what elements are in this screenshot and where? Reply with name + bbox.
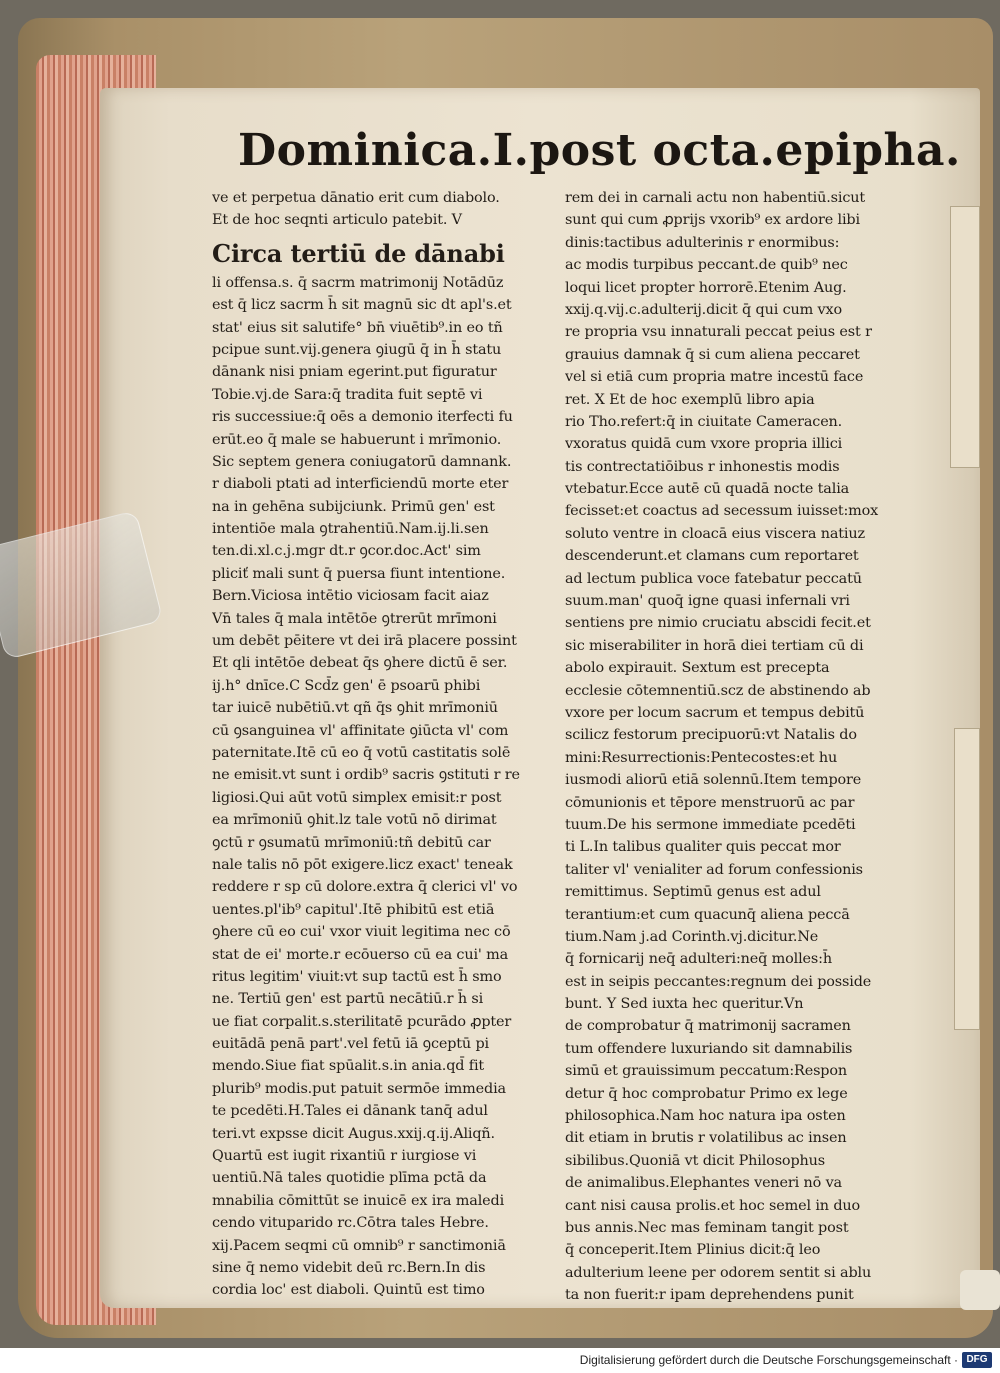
text-line: sunt qui cum ꝓprijs vxorib⁹ ex ardore libi (565, 212, 860, 229)
text-line: ꝯhere cū eo cui' vxor viuit legitima nec cō (212, 924, 511, 941)
text-line: xxij.q.vij.c.adulterij.dicit q̄ qui cum vxo (565, 301, 842, 318)
text-line: detur q̄ hoc comprobatur Primo ex lege (565, 1085, 848, 1102)
text-line: tium.Nam j.ad Corinth.vj.dicitur.Ne (565, 928, 819, 945)
text-line: paternitate.Itē cū eo q̄ votū castitatis solē (212, 744, 511, 761)
text-line: bunt. Y Sed iuxta hec queritur.Vn (565, 996, 804, 1013)
text-line: ad lectum publica voce fatebatur peccatū (565, 570, 862, 587)
text-line: suum.man' quoq̄ igne quasi infernali vri (565, 593, 850, 610)
text-line: fecisset:et coactus ad secessum iuisset:mox (565, 503, 879, 520)
text-line: pliciť mali sunt q̄ puersa fiunt intentione. (212, 565, 506, 582)
text-line: ve et perpetua dānatio erit cum diabolo. (212, 190, 500, 206)
text-line: ij.h° dnīce.C Scd̄z gen' ē psoarū phibi (212, 677, 481, 694)
text-line: Sic septem genera coniugatorū damnank. (212, 453, 512, 470)
text-line: est q̄ licz sacrm h̄ sit magnū sic dt apl's.et (212, 297, 512, 314)
text-line: ea mrīmoniū ꝯhit.lz tale votū nō dirimat (212, 812, 497, 829)
text-line: sic miserabiliter in horā diei tertiam cū di (565, 637, 864, 654)
text-line: cū ꝯsanguinea vl' affinitate ꝯiūcta vl' com (212, 722, 509, 739)
text-line: vtebatur.Ecce autē cū quadā nocte talia (565, 481, 850, 498)
dfg-logo: DFG (962, 1352, 992, 1368)
right-text-column (565, 187, 885, 1307)
text-line: euitādā penā part'.vel fetū iā ꝯceptū pi (212, 1036, 489, 1053)
text-line: erūt.eo q̄ male se habuerunt i mrīmonio. (212, 431, 502, 448)
text-line: ta non fuerit:r ipam deprehendens punit (565, 1287, 854, 1304)
page-tab (954, 728, 980, 1030)
text-line: mnabilia cōmittūt se inuicē ex ira maledi (212, 1192, 505, 1209)
text-line: re propria vsu innaturali peccat peius est r (565, 324, 872, 341)
text-line: pcipue sunt.vij.genera ꝯiugū q̄ in h̄ statu (212, 341, 502, 358)
text-line: vxore per locum sacrum et tempus debitū (565, 704, 865, 721)
text-line: Quartū est iugit rixantiū r iurgiose vi (212, 1148, 477, 1165)
text-line: stat' eius sit salutife° bn̄ viuētib⁹.in eo tñ (212, 319, 503, 336)
text-line: ne emisit.vt sunt i ordib⁹ sacris ꝯstituti r re (212, 767, 520, 784)
text-line: tar iuicē nubētiū.vt qñ q̄s ꝯhit mrīmoniū (212, 700, 498, 717)
text-line: terantium:et cum quacunq̄ aliena peccā (565, 906, 850, 923)
left-text-column (212, 187, 550, 1302)
text-line: teri.vt expsse dicit Augus.xxij.q.ij.Aliqñ. (212, 1125, 495, 1142)
text-line: stat de ei' morte.r ecōuerso cū ea cui' ma (212, 946, 509, 963)
text-line: Et qli intētōe debeat q̄s ꝯhere dictū ē ser. (212, 655, 508, 672)
text-line: tum offendere luxuriando sit damnabilis (565, 1040, 853, 1057)
text-line: Circa tertiū de dānabi (212, 238, 505, 268)
text-line: mendo.Siue fiat spūalit.s.in ania.qd̄ fit (212, 1058, 485, 1075)
text-line: rio Tho.refert:q̄ in ciuitate Cameracen. (565, 413, 843, 430)
text-line: rem dei in carnali actu non habentiū.sicut (565, 190, 866, 206)
text-line: iusmodi aliorū etiā solennū.Item tempore (565, 772, 862, 789)
text-line: q̄ conceperit.Item Plinius dicit:q̄ leo (565, 1242, 821, 1259)
text-line: sine q̄ nemo videbit deū rc.Bern.In dis (212, 1259, 486, 1276)
text-line: tuum.De his sermone immediate pcedēti (565, 816, 856, 833)
text-line: bus annis.Nec mas feminam tangit post (565, 1219, 849, 1236)
text-line: de animalibus.Elephantes veneri nō va (565, 1175, 842, 1192)
text-line: remittimus. Septimū genus est adul (565, 884, 821, 901)
text-line: est in seipis peccantes:regnum dei posside (565, 973, 872, 990)
text-line: mini:Resurrectionis:Pentecostes:et hu (565, 749, 838, 766)
text-line: ten.di.xl.c.j.mgr dt.r ꝯcor.doc.Act' sim (212, 543, 481, 560)
text-line: ne. Tertiū gen' est partū necātiū.r h̄ si (212, 991, 484, 1008)
text-line: te pcedēti.H.Tales ei dānank tanq̄ adul (212, 1103, 488, 1120)
text-line: grauius damnak q̄ si cum aliena peccaret (565, 346, 860, 363)
text-line: ac modis turpibus peccant.de quib⁹ nec (565, 257, 848, 274)
text-line: Bern.Viciosa intētio viciosam facit aiaz (212, 588, 489, 605)
text-line: dānank nisi pniam egerint.put figuratur (212, 364, 497, 381)
text-line: ret. X Et de hoc exemplū libro apia (565, 391, 815, 408)
text-line: de comprobatur q̄ matrimonij sacramen (565, 1018, 851, 1035)
text-line: scilicz festorum precipuorū:vt Natalis do (565, 727, 857, 744)
text-line: Tobie.vj.de Sara:q̄ tradita fuit septē vi (212, 386, 483, 403)
text-line: soluto ventre in cloacā eius viscera natiuz (565, 525, 865, 542)
text-line: ris successiue:q̄ oēs a demonio iterfecti fu (212, 409, 513, 426)
text-line: intentiōe mala ꝯtrahentiū.Nam.ij.li.sen (212, 521, 489, 538)
text-line: ligiosi.Qui aūt votū simplex emisit:r post (212, 789, 502, 806)
text-line: plurib⁹ modis.put patuit sermōe immedia (212, 1080, 506, 1097)
text-line: uentiū.Nā tales quotidie plīma pctā da (212, 1170, 487, 1187)
text-line: taliter vl' venialiter ad forum confessionis (565, 861, 863, 878)
text-line: cendo vituparido rc.Cōtra tales Hebre. (212, 1215, 489, 1232)
text-line: loqui licet propter horrorē.Etenim Aug. (565, 279, 847, 296)
text-line: uentes.pl'ib⁹ capitul'.Itē phibitū est etiā (212, 901, 495, 918)
footer-bar (0, 1348, 1000, 1373)
text-line: ꝯctū r ꝯsumatū mrīmoniū:tñ debitū car (212, 834, 491, 851)
page-heading: Dominica.I.post octa.epipha. (238, 125, 961, 176)
text-line: xij.Pacem seqmi cū omnib⁹ r sanctimoniā (212, 1237, 506, 1254)
text-line: Vn̄ tales q̄ mala intētōe ꝯtrerūt mrīmoni (212, 610, 497, 627)
text-line: reddere r sp cū dolore.extra q̄ clerici vl' vo (212, 879, 518, 896)
text-line: ue fiat corpalit.s.sterilitatē pcurādo ꝓpter (212, 1013, 512, 1030)
funding-credit: Digitalisierung gefördert durch die Deutsche Forschungsgemeinschaft · (579, 1353, 958, 1367)
text-line: philosophica.Nam hoc natura ipa osten (565, 1108, 846, 1125)
text-line: cant nisi causa prolis.et hoc semel in duo (565, 1197, 861, 1214)
text-line: dit etiam in brutis r volatilibus ac insen (565, 1130, 847, 1147)
text-line: li offensa.s. q̄ sacrm matrimonij Notādūz (212, 274, 504, 291)
text-line: r diaboli ptati ad interficiendū morte eter (212, 476, 509, 493)
text-line: ti L.In talibus qualiter quis peccat mor (565, 839, 841, 856)
text-line: dinis:tactibus adulterinis r enormibus: (565, 234, 840, 251)
text-line: um debēt pēitere vt dei irā placere possint (212, 633, 517, 650)
text-line: tis contrectatiōibus r inhonestis modis (565, 458, 840, 475)
text-line: q̄ fornicarij neq̄ adulteri:neq̄ molles:h̄ (565, 951, 832, 968)
text-line: sentiens pre nimio cruciatu abscidi fecit.et (565, 615, 871, 632)
text-line: vxoratus quidā cum vxore propria illici (565, 436, 843, 453)
text-line: sibilibus.Quoniā vt dicit Philosophus (565, 1152, 825, 1169)
text-line: vel si etiā cum propria matre incestū face (565, 369, 864, 386)
text-line: ritus legitim' viuit:vt sup tactū est h̄ smo (212, 968, 502, 985)
text-line: Et de hoc seqnti articulo patebit. V (212, 212, 462, 229)
text-line: cordia loc' est diaboli. Quintū est timo (212, 1282, 485, 1299)
text-line: abolo expirauit. Sextum est precepta (565, 660, 830, 677)
text-line: na in gehēna subijciunk. Primū gen' est (212, 498, 495, 515)
text-line: ecclesie cōtemnentiū.scz de abstinendo ab (565, 682, 871, 699)
text-line: descenderunt.et clamans cum reportaret (565, 548, 859, 565)
text-line: simū et grauissimum peccatum:Respon (565, 1063, 848, 1080)
page-tab (950, 206, 980, 468)
text-line: cōmunionis et tēpore menstruorū ac par (565, 794, 855, 811)
corner-clip (960, 1270, 1000, 1310)
text-line: adulterium leene per odorem sentit si ablu (565, 1264, 872, 1281)
text-line: nale talis nō pōt exigere.licz exact' teneak (212, 856, 513, 873)
